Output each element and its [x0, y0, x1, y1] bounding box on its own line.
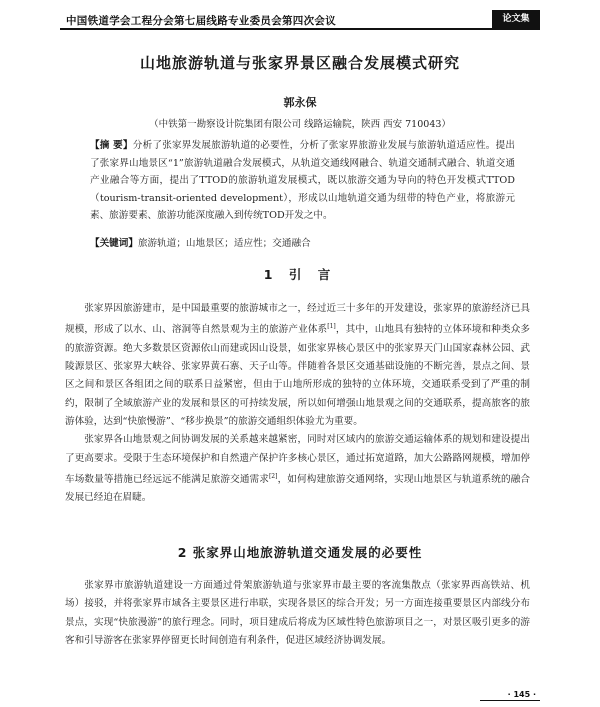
section-2-body: [65, 577, 530, 650]
author-affiliation: （中铁第一勘察设计院集团有限公司 线路运输院，陕西 西安 710043）: [149, 119, 451, 130]
citation: [2]: [268, 472, 278, 480]
section-1-heading: 1 引 言: [263, 267, 337, 282]
paragraph: 张家界因旅游建市，是中国最重要的旅游城市之一，经过近三十多年的开发建设，张家界的旅游经济已具规模，形成了以水、山、溶洞等自然景观为主的旅游产业体系[1]，其中，山地具有独特的立体环境和种类众多的旅游资源。绝大多数景区资源依山而建或因山设景，如张家界核心景区中的张家界天门山国家森林公园、武陵源景区、张家界大峡谷、张家界黄石寨、天子山等。伴随着各景区交通基础设施的不断完善，景点之间、景区之间和景区各组团之间的联系日益紧密，但由于山地所形成的独特的立体环境，交通联系受到了严重的制约，限制了全域旅游产业的发展和景区的可持续发展，所以如何增强山地景观之间的交通联系，提高旅客的旅游体验，达到“快旅慢游”、“移步换景”的旅游交通组织体验尤为重要。: [65, 303, 531, 427]
section-2-heading: 2 张家界山地旅游轨道交通发展的必要性: [177, 545, 423, 560]
paragraph: 张家界各山地景观之间协调发展的关系越来越紧密，同时对区域内的旅游交通运输体系的规划和建设提出了更高要求。受限于生态环境保护和自然遗产保护许多核心景区，通过拓宽道路，加大公路路网规模，增加停车场数量等措施已经远远不能满足旅游交通需求[2]，如何构建旅游交通网络，实现山地景区与轨道系统的融合发展已经迫在眉睫。: [65, 434, 531, 504]
page-number: · 145 ·: [507, 690, 536, 699]
running-header: [0, 0, 600, 34]
abstract-text: 分析了张家界发展旅游轨道的必要性，分析了张家界旅游业发展与旅游轨道适应性。提出了张家界山地景区“1”旅游轨道融合发展模式，从轨道交通线网融合、轨道交通制式融合、轨道交通产业融合等方面，提出了TTOD的旅游轨道发展模式，既以旅游交通为导向的特色开发模式TTOD（tourism-transit-oriented development），形成以山地轨道交通为纽带的特色产业，将旅游元素、旅游要素、旅游功能深度融入到传统TOD开发之中。: [90, 140, 516, 221]
section-1-body: [65, 300, 530, 508]
footer-rule: [480, 700, 540, 701]
proceedings-badge: 论文集: [492, 10, 540, 28]
author-name: 郭永保: [283, 96, 317, 109]
keywords-text: 旅游轨道；山地景区；适应性；交通融合: [137, 238, 311, 249]
running-title: 中国铁道学会工程分会第七届线路专业委员会第四次会议: [66, 15, 336, 27]
abstract: [90, 137, 515, 225]
abstract-label: 【摘 要】: [90, 140, 133, 151]
keywords-label: 【关键词】: [90, 238, 138, 249]
header-rule: [60, 28, 540, 30]
paragraph: 张家界市旅游轨道建设一方面通过骨架旅游轨道与张家界市最主要的客流集散点（张家界西高铁站、机场）接驳，并将张家界市域各主要景区进行串联，实现各景区的综合开发；另一方面连接重要景区内部线分布景点，实现“快旅漫游”的旅行理念。同时，项目建成后将成为区域性特色旅游项目之一，对景区吸引更多的游客和引导游客在张家界停留更长时间创造有利条件，促进区域经济协调发展。: [65, 580, 530, 646]
keywords: [90, 235, 515, 252]
paper-title: 山地旅游轨道与张家界景区融合发展模式研究: [139, 54, 460, 72]
citation: [1]: [327, 323, 336, 331]
